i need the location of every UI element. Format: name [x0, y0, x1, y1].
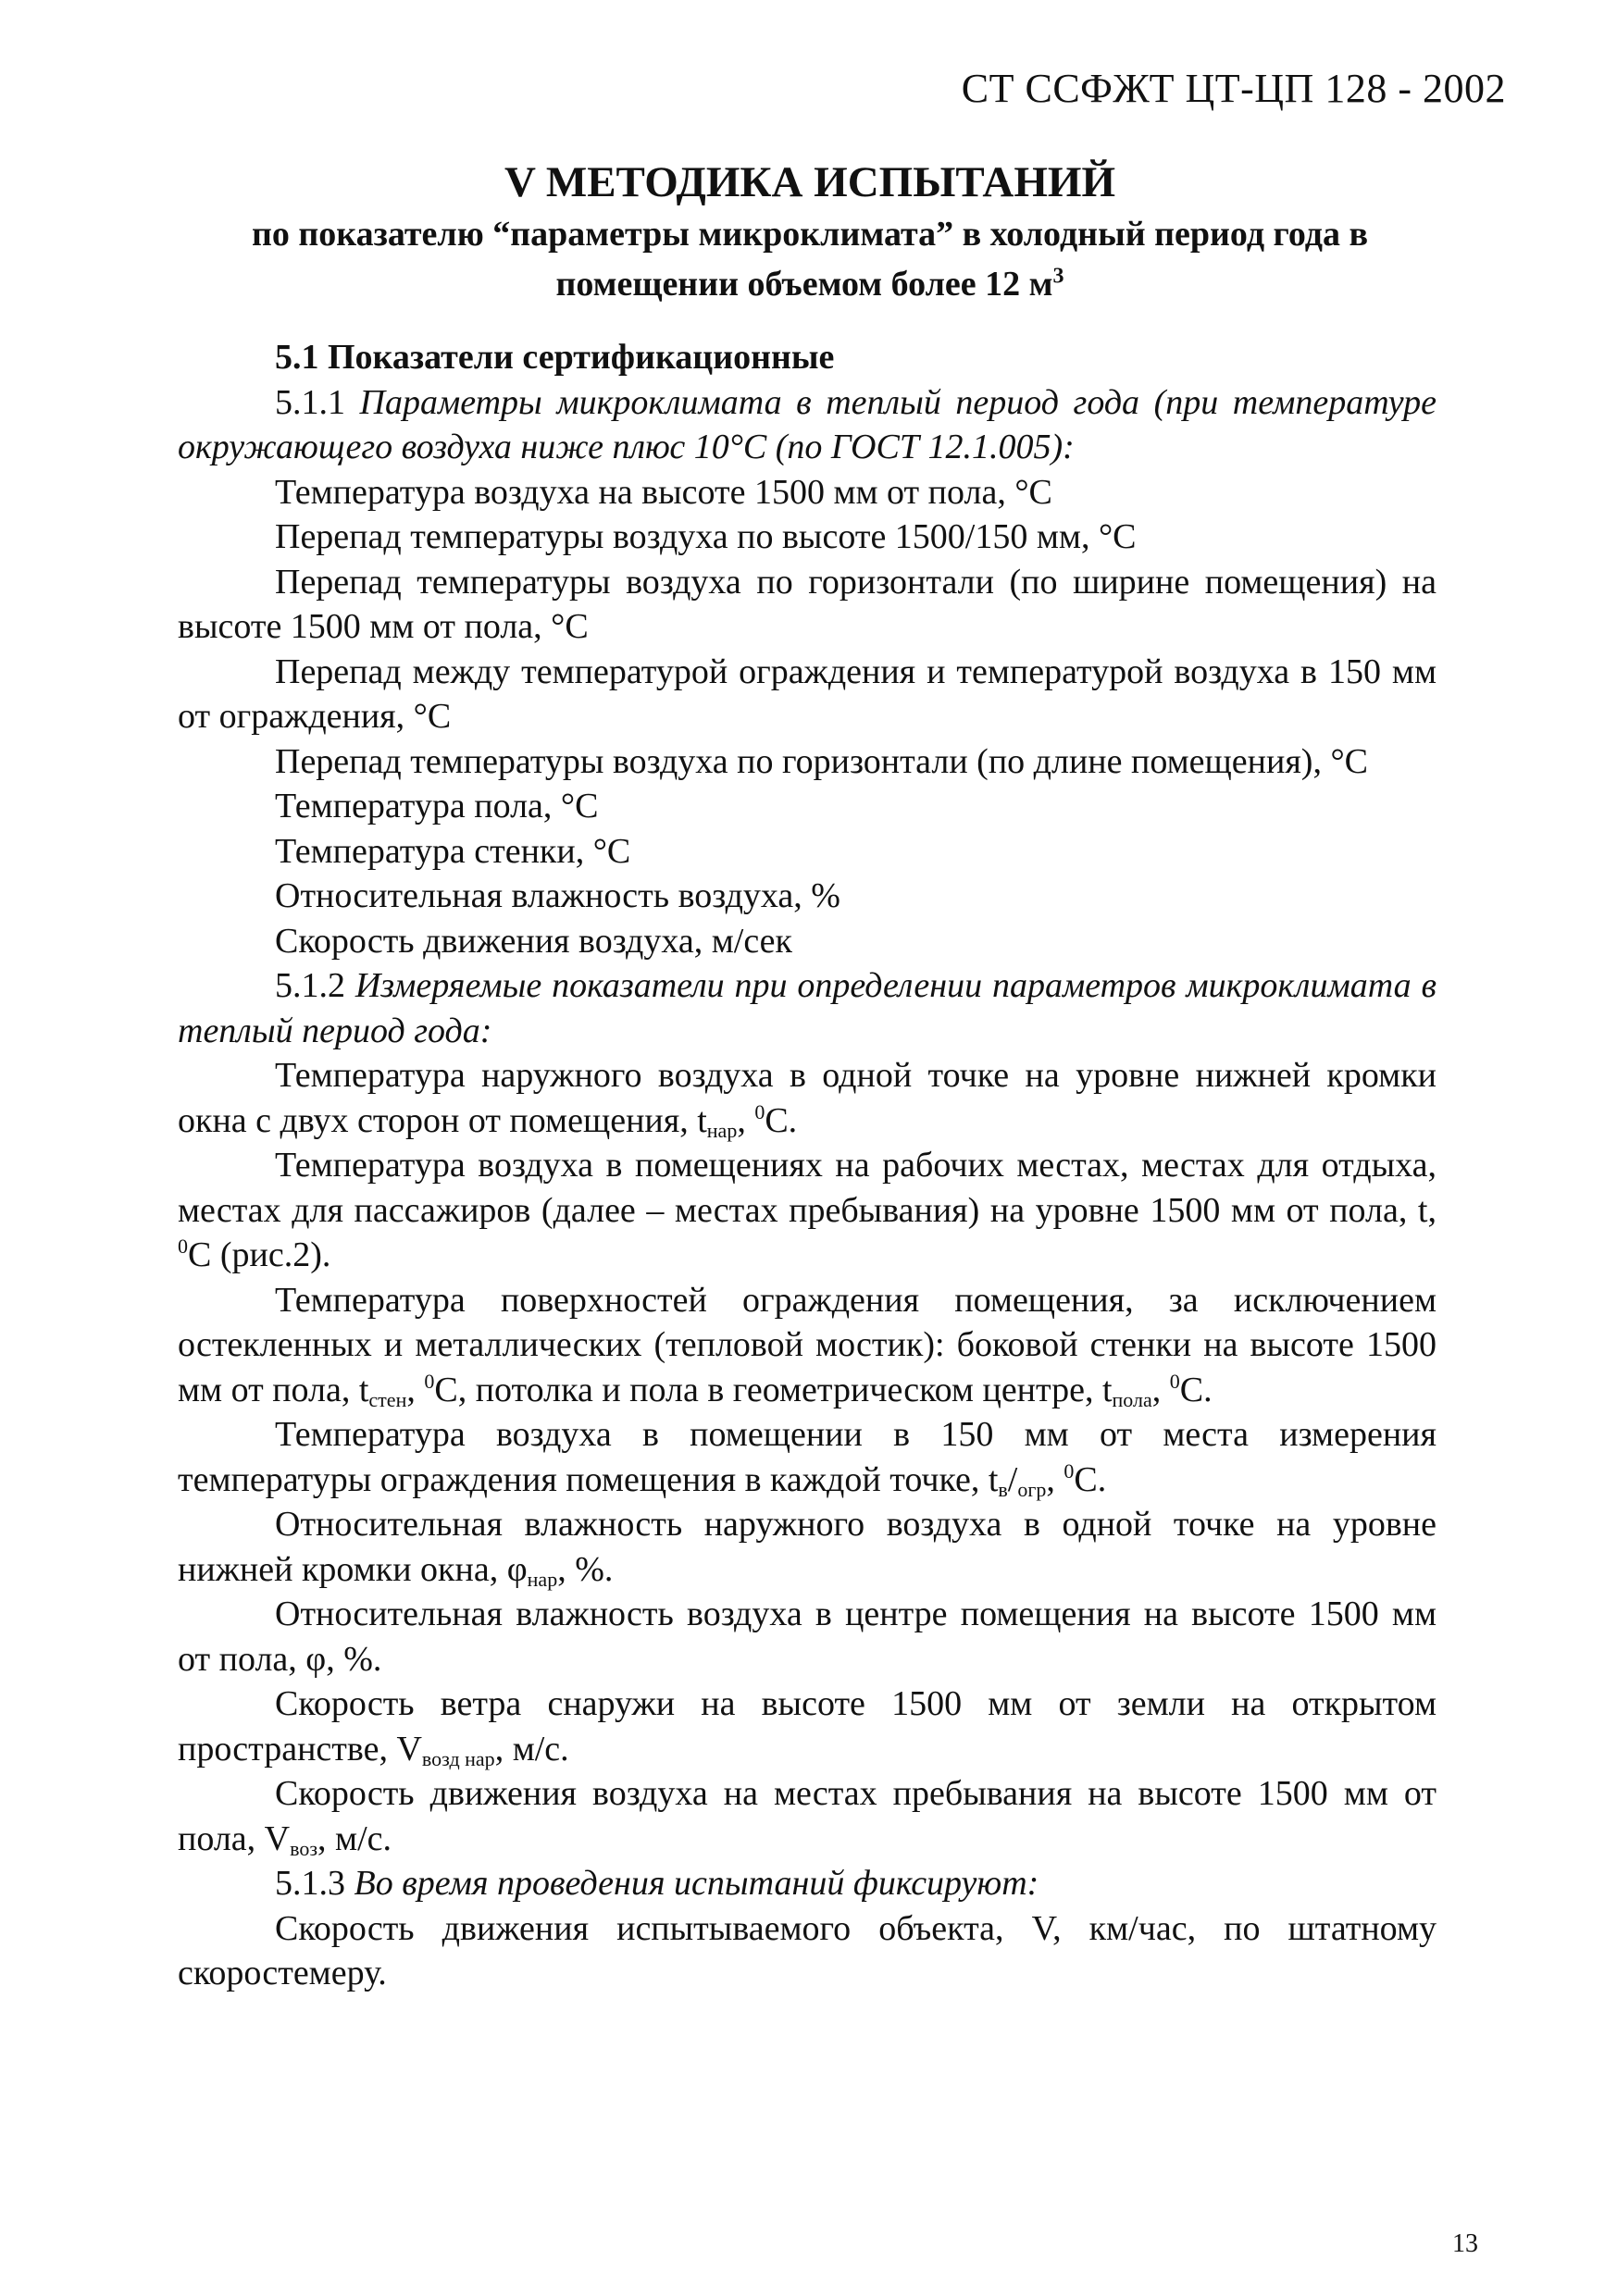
item-enclosure-difference: Перепад между температурой ограждения и температурой воздуха в 150 мм от ограждения, °С: [178, 652, 1437, 736]
measure-room-humidity: Относительная влажность воздуха в центре помещения на высоте 1500 мм от пола, φ, %.: [178, 1595, 1437, 1679]
measure-wind-speed: Скорость ветра снаружи на высоте 1500 мм от земли на открытом пространстве, $V_{возд нар}$, м/с.: [178, 1684, 1437, 1770]
superscript: 3: [1052, 264, 1064, 289]
measure-room-temperature: Температура воздуха в помещениях на рабочих местах, местах для отдыха, местах для пассажиров (далее – местах пребывания) на уровне 1500 мм от пола, t, $^0$С (рис.2).: [178, 1146, 1437, 1274]
measure-surface-temperature: Температура поверхностей ограждения помещения, за исключением остекленных и металлических (тепловой мостик): боковой стенки на высоте 1500 мм от пола, $t_{стен}$, $^0$С, потолка и пола в геометрическом центре, $t_{пола}$, $^0$С.: [178, 1280, 1437, 1411]
title-line-2: по показателю “параметры микроклимата” в холодный период года в: [251, 215, 1369, 254]
title-line-3: помещении объемом более 12 $м^3$: [555, 264, 1064, 304]
body-text: [178, 335, 1437, 1996]
heading-5-1: 5.1 Показатели сертификационные: [275, 338, 835, 377]
measure-air-velocity: Скорость движения воздуха на местах пребывания на высоте 1500 мм от пола, $V_{воз}$, м/с.: [178, 1774, 1437, 1860]
item-air-temperature: Температура воздуха на высоте 1500 мм от пола, °С: [275, 472, 1052, 512]
paragraph-5-1-3: 5.1.3 Во время проведения испытаний фиксируют:: [275, 1864, 1039, 1903]
title-main: V МЕТОДИКА ИСПЫТАНИЙ: [504, 158, 1115, 206]
item-air-velocity: Скорость движения воздуха, м/сек: [275, 921, 792, 961]
section-title: [171, 155, 1449, 309]
measure-outdoor-humidity: Относительная влажность наружного воздуха в одной точке на уровне нижней кромки окна, $\varphi_{нар}$, %.: [178, 1505, 1437, 1591]
measure-near-enclosure-temperature: Температура воздуха в помещении в 150 мм от места измерения температуры ограждения помещения в каждой точке, $t_в/_{огр}$, $^0$С.: [178, 1415, 1437, 1501]
fixed-object-speed: Скорость движения испытываемого объекта, V, км/час, по штатному скоростемеру.: [178, 1908, 1437, 1992]
item-vertical-difference: Перепад температуры воздуха по высоте 1500/150 мм, °С: [275, 517, 1137, 556]
document-code: СТ ССФЖТ ЦТ-ЦП 128 - 2002: [961, 66, 1506, 111]
item-wall-temperature: Температура стенки, °С: [275, 831, 631, 871]
paragraph-5-1-2: 5.1.2 Измеряемые показатели при определении параметров микроклимата в теплый период года:: [178, 966, 1437, 1050]
page-number: 13: [1452, 2229, 1478, 2258]
item-horizontal-width-difference: Перепад температуры воздуха по горизонтали (по ширине помещения) на высоте 1500 мм от пола, °С: [178, 562, 1437, 646]
item-floor-temperature: Температура пола, °С: [275, 787, 599, 825]
item-relative-humidity: Относительная влажность воздуха, %: [275, 876, 840, 915]
measure-outdoor-temperature: Температура наружного воздуха в одной точке на уровне нижней кромки окна с двух сторон от помещения, $t_{нар}$, $^0$С.: [178, 1056, 1437, 1142]
paragraph-5-1-1: 5.1.1 Параметры микроклимата в теплый период года (при температуре окружающего воздуха ниже плюс 10°С (по ГОСТ 12.1.005):: [178, 382, 1437, 466]
item-horizontal-length-difference: Перепад температуры воздуха по горизонтали (по длине помещения), °С: [275, 741, 1368, 781]
